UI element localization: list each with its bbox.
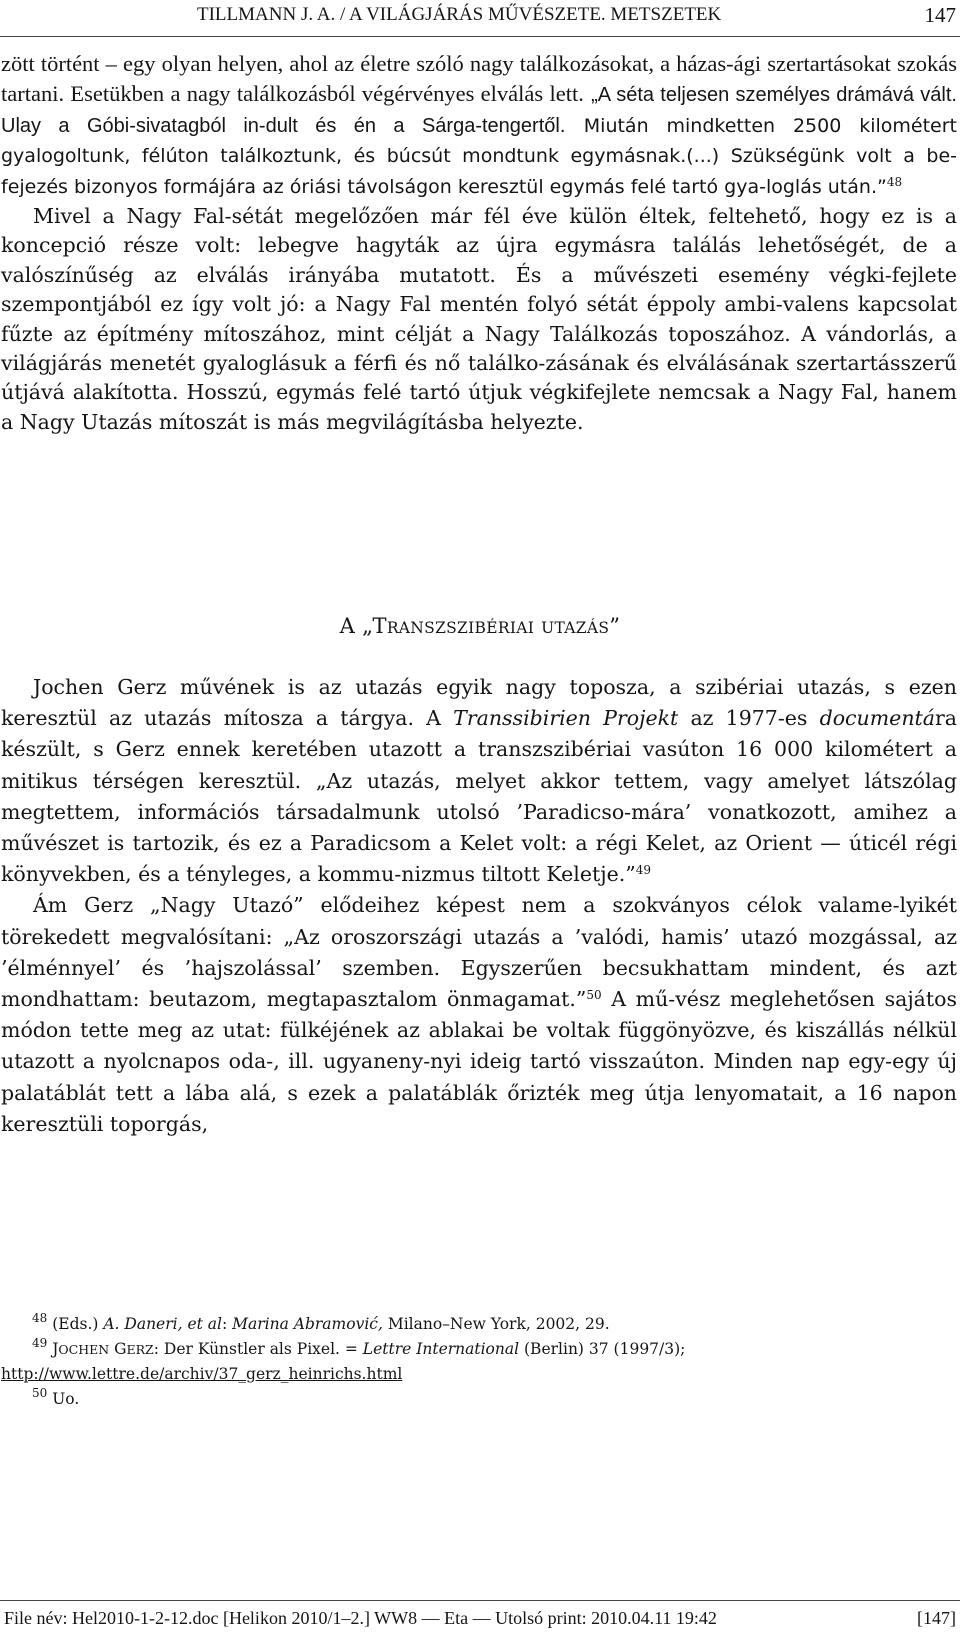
footnote-49-url-line <box>1 1362 957 1387</box>
running-title: TILLMANN J. A. / A VILÁGJÁRÁS MŰVÉSZETE. METSZETEK <box>197 4 722 25</box>
footer-divider <box>0 1600 960 1601</box>
footnote-48: $^{48}$ (Eds.) A. Daneri, et al: Marina Abramović, Milano–New York, 2002, 29. <box>32 1311 610 1333</box>
page-footer <box>0 1604 960 1632</box>
footnotes <box>1 1312 957 1412</box>
footnote-ref-48: 48 <box>886 174 903 189</box>
footnote-url-link[interactable]: http://www.lettre.de/archiv/37_gerz_heinrichs.html <box>1 1365 403 1383</box>
header-divider <box>0 36 960 37</box>
page-number: 147 <box>924 3 956 27</box>
intro-line-3: Miután mindketten 2500 kilométert gyalogoltunk, félúton találkoztunk, és búcsút mondtunk egymásnak.(...) Szükségünk volt a be-fejezés bizonyos formájára az óriási távolságon keresztül egymás felé tartó gya-loglás után.” <box>1 114 957 198</box>
page-reference: [147] <box>917 1608 956 1628</box>
paragraph-nagy-fal: Mivel a Nagy Fal-sétát megelőzően már fél éve külön éltek, feltehető, hogy ez is a koncepció része volt: lebegve hagyták az újra egymásra találás lehetőségét, de a valószínűség az elválás irányába mutatott. És a művészeti esemény végki-fejlete szempontjából ez így volt jó: a Nagy Fal mentén folyó sétát éppoly ambi-valens kapcsolat fűzte az építmény mítoszához, mint célját a Nagy Találkozás toposzához. A vándorlás, a világjárás menetét gyaloglásuk a férfi és nő találko-zásának és elválásának szertartásszerű útjává alakította. Hosszú, egymás felé tartó útjuk végkifejlete nemcsak a Nagy Fal, hanem a Nagy Utazás mítoszát is más megvilágításba helyezte. <box>1 204 957 434</box>
intro-line-1: zött történt – egy olyan helyen, ahol az életre szóló nagy találkozásokat, a házas-ági szertartásokat szokás tartani. Esetükben a nagy találkozásból végérvényes elválás lett. <box>1 51 957 107</box>
running-header <box>197 2 956 28</box>
section-body <box>1 672 957 1140</box>
work-title: Transsibirien Projekt <box>453 706 679 731</box>
paragraph-gerz: Jochen Gerz művének is az utazás egyik nagy toposza, a szibériai utazás, s ezen keresztül az utazás mítosza a tárgya. A Transsibirien Projekt az 1977-es documentára készült, s Gerz ennek keretében utazott a transzszibériai vasúton 16 000 kilométert a mitikus térségen keresztül. „Az utazás, melyet akkor tettem, vagy amelyet látszólag megtettem, információs társadalmunk utolsó ’Paradicso-mára’ vonatkozott, amihez a művészet is tartozik, és ez a Paradicsom a Kelet volt: a régi Kelet, az Orient — úticél régi könyvekben, és a tényleges, a kommu-nizmus tiltott Keletje.”$^{49}$ <box>1 675 958 887</box>
paragraph-nagy-utazo: Ám Gerz „Nagy Utazó” elődeihez képest nem a szokványos célok valame-lyikét törekedett megvalósítani: „Az oroszországi utazás a ’valódi, hamis’ utazó mozgással, az ’élménnyel’ és ’hajszolással’ szemben. Egyszerűen becsukhattam mindent, és azt mondhattam: beutazom, megtapasztalom önmagamat.”$^{50}$ A mű-vész meglehetősen sajátos módon tette meg az utat: fülkéjének az ablakai be voltak függönyözve, és kiszállás nélkül utazott a nyolcnapos oda-, ill. ugyaneny-nyi ideig tartó visszaúton. Minden nap egy-egy új palatáblát tett a lába alá, s ezek a palatáblák őrizték meg útja lenyomatait, a 16 napon keresztüli toporgás, <box>1 893 958 1136</box>
intro-line-2: „A séta teljesen személyes drámává vált. Ulay a Góbi-sivatagból in-dult és én a Sárga-tengertől. <box>1 84 957 137</box>
footnote-50: $^{50}$ Uo. <box>32 1386 80 1408</box>
section-heading: A „TRANSZSZIBÉRIAI UTAZÁS” <box>339 614 621 638</box>
footnote-ref-49: 49 <box>635 863 651 878</box>
footnote-49: $^{49}$ JOCHEN GERZ: Der Künstler als Pixel. = Lettre International (Berlin) 37 (1997/3); <box>32 1336 686 1358</box>
footnote-ref-50: 50 <box>586 988 602 1003</box>
file-info: File név: Hel2010-1-2-12.doc [Helikon 2010/1–2.] WW8 — Eta — Utolsó print: 2010.04.11 19:42 <box>4 1608 717 1628</box>
intro-paragraph <box>1 49 957 437</box>
